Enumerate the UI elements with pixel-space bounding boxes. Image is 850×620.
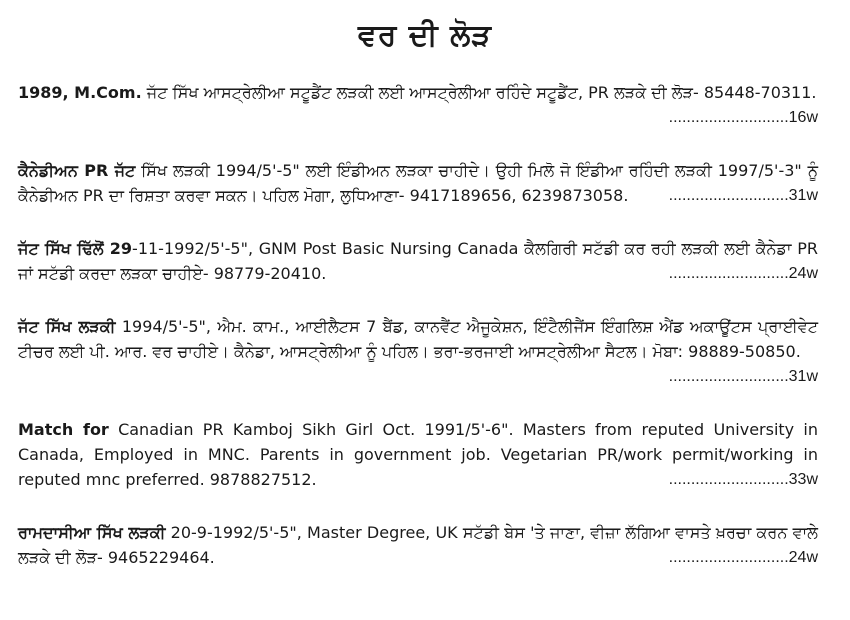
ad-item <box>18 236 818 286</box>
ad-list <box>18 80 818 598</box>
ad-ref: ...........................16w <box>668 109 818 126</box>
ad-item <box>18 314 818 389</box>
ad-lead: ਜੱਟ ਸਿੱਖ ਲੜਕੀ <box>18 317 116 336</box>
ad-lead: Match for <box>18 420 109 439</box>
ad-item <box>18 520 818 570</box>
ad-item <box>18 417 818 492</box>
ad-ref: ...........................24w <box>668 549 818 566</box>
ad-lead: 1989, M.Com. <box>18 83 142 102</box>
section-title: ਵਰ ਦੀ ਲੋੜ <box>357 18 493 53</box>
ad-body: Canadian PR Kamboj Sikh Girl Oct. 1991/5'-6". Masters from reputed University in Canada, Employed in MNC. Parents in government job. Vegetarian PR/work permit/working in reputed mnc preferred. 9878827512. <box>18 420 818 489</box>
ad-lead: ਰਾਮਦਾਸੀਆ ਸਿੱਖ ਲੜਕੀ <box>18 523 166 542</box>
ad-lead: ਜੱਟ ਸਿੱਖ ਢਿੱਲੋਂ 29 <box>18 239 133 258</box>
ad-body: ਸਿੱਖ ਲੜਕੀ 1994/5'-5" ਲਈ ਇੰਡੀਅਨ ਲੜਕਾ ਚਾਹੀਦੇ। ਉਹੀ ਮਿਲੋ ਜੋ ਇੰਡੀਆ ਰਹਿੰਦੀ ਲੜਕੀ 1997/5'-3" ਨੂੰ ਕੈਨੇਡੀਅਨ PR ਦਾ ਰਿਸ਼ਤਾ ਕਰਵਾ ਸਕਨ। ਪਹਿਲ ਮੋਗਾ, ਲੁਧਿਆਣਾ- 9417189656, 6239873058. <box>18 161 818 205</box>
ad-ref: ...........................24w <box>668 265 818 282</box>
ad-body: ਜੱਟ ਸਿੱਖ ਆਸਟ੍ਰੇਲੀਆ ਸਟੂਡੈਂਟ ਲੜਕੀ ਲਈ ਆਸਟ੍ਰੇਲੀਆ ਰਹਿੰਦੇ ਸਟੂਡੈਂਟ, PR ਲੜਕੇ ਦੀ ਲੋੜ- 85448-70311. <box>141 83 817 102</box>
ad-body: 20-9-1992/5'-5", Master Degree, UK ਸਟੱਡੀ ਬੇਸ 'ਤੇ ਜਾਣਾ, ਵੀਜ਼ਾ ਲੱਗਿਆ ਵਾਸਤੇ ਖ਼ਰਚਾ ਕਰਨ ਵਾਲੇ ਲੜਕੇ ਦੀ ਲੋੜ- 9465229464. <box>18 523 818 567</box>
ad-body: -11-1992/5'-5", GNM Post Basic Nursing Canada ਕੈਲਗਿਰੀ ਸਟੱਡੀ ਕਰ ਰਹੀ ਲੜਕੀ ਲਈ ਕੈਨੇਡਾ PR ਜਾਂ ਸਟੱਡੀ ਕਰਦਾ ਲੜਕਾ ਚਾਹੀਏ- 98779-20410. <box>18 239 818 283</box>
ad-item <box>18 158 818 208</box>
ad-ref: ...........................31w <box>668 368 818 385</box>
ad-ref: ...........................33w <box>668 471 818 488</box>
ad-lead: ਕੈਨੇਡੀਅਨ PR ਜੱਟ <box>18 161 136 180</box>
ad-body: 1994/5'-5", ਐਮ. ਕਾਮ., ਆਈਲੈਟਸ 7 ਬੈਂਡ, ਕਾਨਵੈਂਟ ਐਜੂਕੇਸ਼ਨ, ਇੰਟੈਲੀਜੈਂਸ ਇੰਗਲਿਸ਼ ਐਂਡ ਅਕਾਊਂਟਸ ਪ੍ਰਾਈਵੇਟ ਟੀਚਰ ਲਈ ਪੀ. ਆਰ. ਵਰ ਚਾਹੀਏ। ਕੈਨੇਡਾ, ਆਸਟ੍ਰੇਲੀਆ ਨੂੰ ਪਹਿਲ। ਭਰਾ-ਭਰਜਾਈ ਆਸਟ੍ਰੇਲੀਆ ਸੈਟਲ। ਮੋਬਾ: 98889-50850. <box>18 317 818 361</box>
ad-item <box>18 80 818 130</box>
ad-ref: ...........................31w <box>668 187 818 204</box>
